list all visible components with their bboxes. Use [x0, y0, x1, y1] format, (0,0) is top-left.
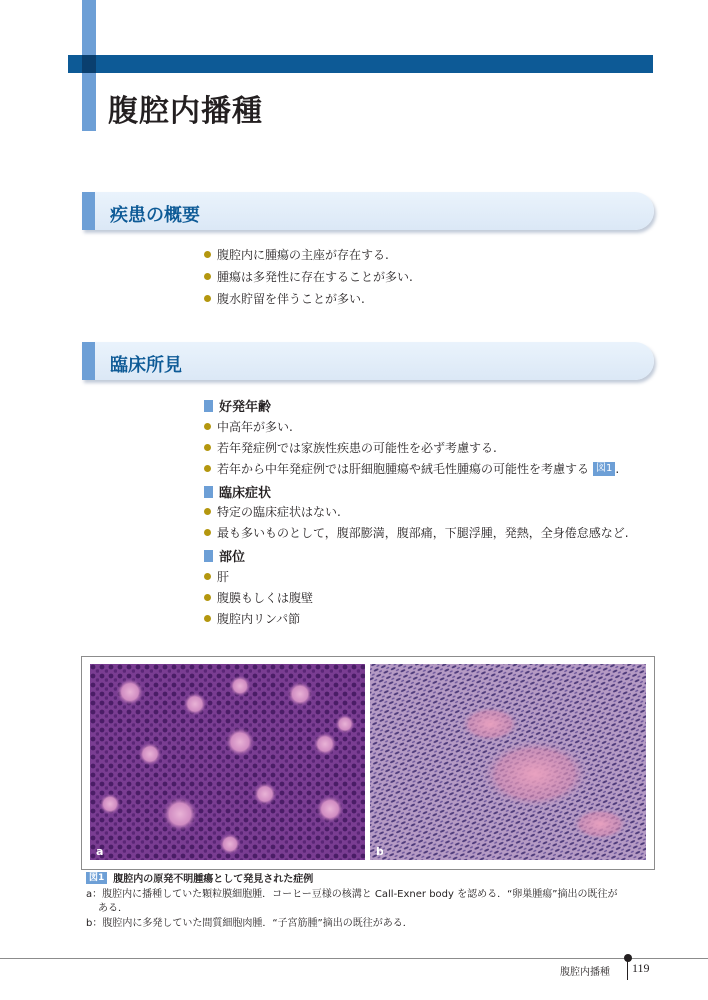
list-item: 中高年が多い. [204, 418, 293, 435]
list-item: 若年から中年発症例では肝細胞腫瘍や絨毛性腫瘍の可能性を考慮する 図1 . [204, 460, 619, 477]
list-item: 腹腔内に腫瘍の主座が存在する. [204, 246, 389, 263]
list-item: 若年発症例では家族性疾患の可能性を必ず考慮する. [204, 439, 497, 456]
list-item: 特定の臨床症状はない. [204, 503, 341, 520]
footer-rule [0, 958, 708, 959]
list-item: 最も多いものとして，腹部膨満，腹部痛，下腿浮腫，発熱，全身倦怠感など. [204, 524, 629, 541]
page-title: 腹腔内播種 [108, 94, 263, 129]
subheading-symptoms: 臨床症状 [204, 482, 271, 501]
bullet-dot-icon [204, 615, 211, 622]
bullet-dot-icon [204, 529, 211, 536]
bullet-dot-icon [204, 273, 211, 280]
section-heading-clinical: 臨床所見 [110, 355, 182, 376]
footer-dot-icon [624, 954, 632, 962]
header-accent-bottom [82, 73, 96, 131]
list-item: 腫瘍は多発性に存在することが多い. [204, 268, 413, 285]
footer-divider [627, 960, 628, 980]
list-item: 腹腔内リンパ節 [204, 610, 300, 627]
bullet-dot-icon [204, 295, 211, 302]
bullet-dot-icon [204, 594, 211, 601]
figure-caption-title: 図1 腹腔内の原発不明腫瘍として発見された症例 [86, 870, 313, 885]
bullet-dot-icon [204, 508, 211, 515]
header-bar [68, 55, 653, 73]
subhead-marker-icon [204, 550, 213, 562]
subheading-site: 部位 [204, 546, 245, 565]
subhead-marker-icon [204, 486, 213, 498]
header-accent-mid [82, 55, 96, 73]
section-banner-tab [82, 192, 95, 230]
header-accent-top [82, 0, 96, 55]
bullet-dot-icon [204, 423, 211, 430]
micrograph-b-image [370, 664, 646, 860]
panel-label-a: a [96, 845, 104, 858]
figure-caption-a-cont: ある． [98, 903, 128, 914]
panel-label-b: b [376, 845, 384, 858]
page-number: 119 [632, 961, 650, 975]
list-item: 腹膜もしくは腹壁 [204, 589, 313, 606]
section-heading-overview: 疾患の概要 [110, 205, 200, 226]
micrograph-panel-b [370, 664, 646, 860]
list-item: 腹水貯留を伴うことが多い. [204, 290, 365, 307]
section-banner-tab [82, 342, 95, 380]
bullet-dot-icon [204, 573, 211, 580]
bullet-dot-icon [204, 465, 211, 472]
figure-caption-b: b：腹腔内に多発していた間質細胞肉腫．“子宮筋腫”摘出の既往がある． [86, 918, 413, 929]
footer-chapter-title: 腹腔内播種 [560, 967, 610, 978]
list-item: 肝 [204, 568, 229, 585]
bullet-dot-icon [204, 444, 211, 451]
micrograph-a-image [90, 664, 365, 860]
bullet-dot-icon [204, 251, 211, 258]
micrograph-panel-a [90, 664, 365, 860]
figure-reference-link[interactable]: 図1 [593, 462, 615, 476]
subheading-age: 好発年齢 [204, 396, 271, 415]
figure-caption-a: a：腹腔内に播種していた顆粒膜細胞腫．コーヒー豆様の核溝と Call-Exner body を認める．“卵巣腫瘍”摘出の既往が [86, 889, 618, 900]
figure-badge: 図1 [86, 872, 107, 884]
subhead-marker-icon [204, 400, 213, 412]
